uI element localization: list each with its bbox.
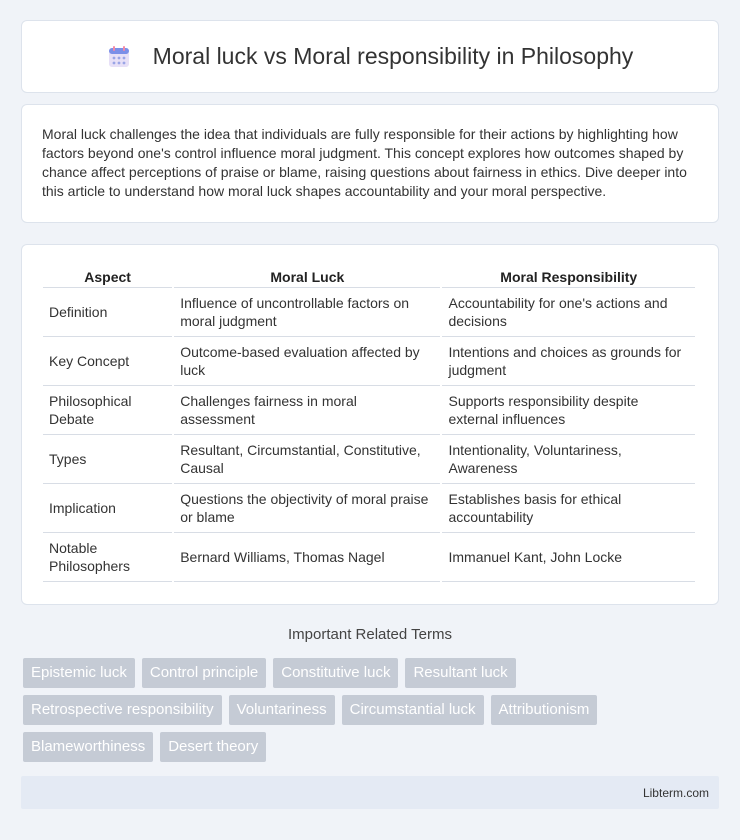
table-cell: Intentions and choices as grounds for judgment — [442, 337, 695, 386]
table-cell: Supports responsibility despite external influences — [442, 386, 695, 435]
table-cell: Notable Philosophers — [43, 533, 172, 582]
related-term-tag[interactable]: Circumstantial luck — [342, 695, 484, 725]
related-term-tag[interactable]: Blameworthiness — [23, 732, 153, 762]
table-cell: Outcome-based evaluation affected by luck — [174, 337, 440, 386]
table-row — [43, 386, 695, 435]
table-cell: Implication — [43, 484, 172, 533]
related-terms-list — [23, 658, 723, 769]
table-row — [43, 435, 695, 484]
table-header-row — [43, 266, 695, 288]
table-cell: Challenges fairness in moral assessment — [174, 386, 440, 435]
header-moral-responsibility: Moral Responsibility — [442, 266, 695, 288]
table-row — [43, 288, 695, 337]
related-term-tag[interactable]: Epistemic luck — [23, 658, 135, 688]
table-cell: Establishes basis for ethical accountability — [442, 484, 695, 533]
table-cell: Immanuel Kant, John Locke — [442, 533, 695, 582]
intro-text: Moral luck challenges the idea that individuals are fully responsible for their actions by highlighting how factors beyond one's control influence moral judgment. This concept explores how outcomes shaped by chance affect perceptions of praise or blame, raising questions about fairness in ethics. Dive deeper into this article to understand how moral luck shapes accountability and your moral perspective. — [42, 126, 687, 199]
related-terms-title: Important Related Terms — [288, 626, 452, 643]
table-row — [43, 337, 695, 386]
table-row — [43, 484, 695, 533]
footer — [21, 776, 719, 809]
table-cell: Bernard Williams, Thomas Nagel — [174, 533, 440, 582]
page-title: Moral luck vs Moral responsibility in Philosophy — [152, 43, 634, 69]
related-term-tag[interactable]: Constitutive luck — [273, 658, 398, 688]
comparison-card — [21, 244, 719, 605]
related-term-tag[interactable]: Resultant luck — [405, 658, 515, 688]
footer-site-link[interactable]: Libterm.com — [642, 786, 709, 800]
related-term-tag[interactable]: Voluntariness — [229, 695, 335, 725]
table-cell: Types — [43, 435, 172, 484]
calendar-icon — [107, 45, 131, 69]
table-cell: Accountability for one's actions and decisions — [442, 288, 695, 337]
table-cell: Questions the objectivity of moral praise or blame — [174, 484, 440, 533]
related-term-tag[interactable]: Control principle — [142, 658, 266, 688]
table-cell: Intentionality, Voluntariness, Awareness — [442, 435, 695, 484]
header-aspect: Aspect — [43, 266, 172, 288]
table-cell: Influence of uncontrollable factors on moral judgment — [174, 288, 440, 337]
header-moral-luck: Moral Luck — [174, 266, 440, 288]
table-cell: Resultant, Circumstantial, Constitutive, Causal — [174, 435, 440, 484]
intro-card — [21, 104, 719, 223]
related-term-tag[interactable]: Desert theory — [160, 732, 266, 762]
table-cell: Key Concept — [43, 337, 172, 386]
related-term-tag[interactable]: Attributionism — [491, 695, 598, 725]
table-cell: Definition — [43, 288, 172, 337]
table-cell: Philosophical Debate — [43, 386, 172, 435]
header-card — [21, 20, 719, 93]
comparison-table — [41, 266, 697, 582]
table-row — [43, 533, 695, 582]
related-term-tag[interactable]: Retrospective responsibility — [23, 695, 222, 725]
